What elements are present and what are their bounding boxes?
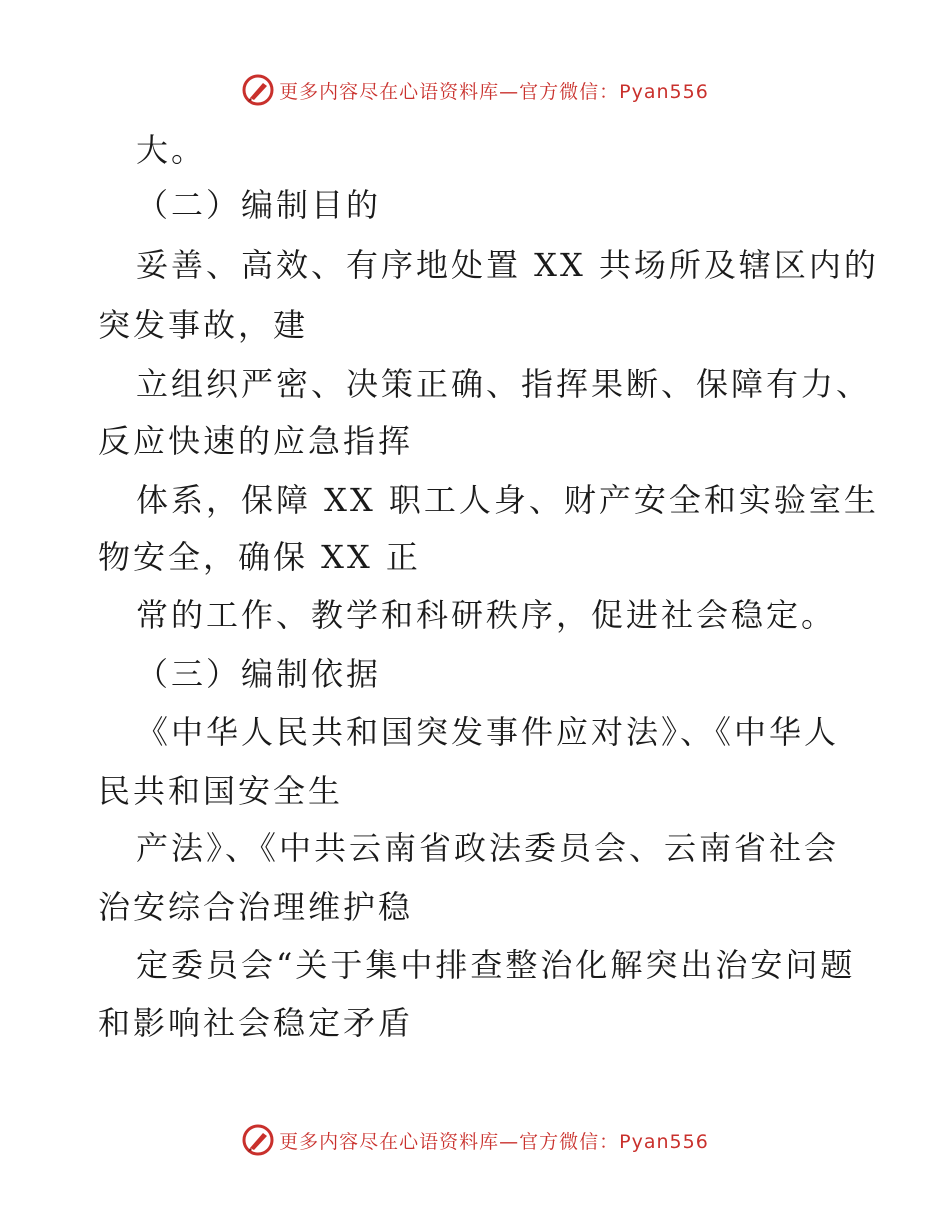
text-line: 《中华人民共和国突发事件应对法》、《中华人 (136, 713, 840, 751)
pen-logo-icon (241, 1123, 275, 1157)
text-line: 体系，保障 XX 职工人身、财产安全和实验室生 (136, 481, 879, 519)
section-heading: （三）编制依据 (136, 655, 382, 693)
text-line: 物安全，确保 XX 正 (98, 538, 421, 576)
footer-watermark (0, 1120, 950, 1160)
pen-logo-icon (241, 73, 275, 107)
text-line: 大。 (136, 131, 207, 169)
text-line: 产法》、《中共云南省政法委员会、云南省社会 (136, 829, 840, 867)
text-line: 和影响社会稳定矛盾 (98, 1004, 414, 1042)
section-heading: （二）编制目的 (136, 186, 382, 224)
watermark-text: 更多内容尽在心语资料库—官方微信： (279, 1130, 620, 1153)
text-line: 治安综合治理维护稳 (98, 888, 414, 926)
watermark-code: Pyan556 (619, 80, 709, 103)
text-line: 民共和国安全生 (98, 772, 344, 810)
watermark-code: Pyan556 (619, 1130, 709, 1153)
text-line: 突发事故，建 (98, 306, 309, 344)
text-line: 定委员会“关于集中排查整治化解突出治安问题 (136, 946, 856, 984)
watermark-text: 更多内容尽在心语资料库—官方微信： (279, 80, 620, 103)
text-line: 妥善、高效、有序地处置 XX 共场所及辖区内的 (136, 246, 879, 284)
text-line: 反应快速的应急指挥 (98, 422, 414, 460)
text-line: 立组织严密、决策正确、指挥果断、保障有力、 (136, 365, 872, 403)
text-line: 常的工作、教学和科研秩序，促进社会稳定。 (136, 596, 837, 634)
header-watermark (0, 70, 950, 110)
